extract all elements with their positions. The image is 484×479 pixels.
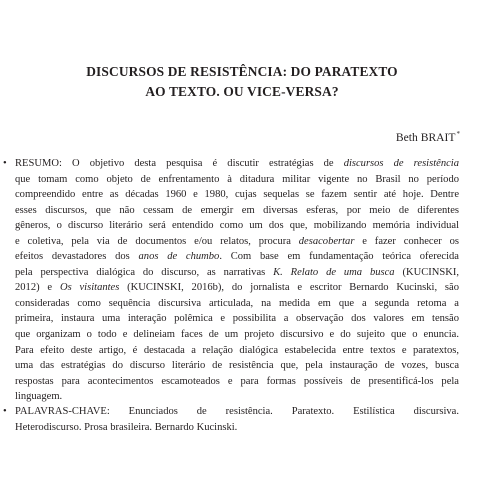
- author-footnote-mark: *: [456, 130, 460, 138]
- abstract-line: uma das estratégias do discurso literário de resistência que, pela instauração de vozes, busca: [15, 360, 459, 372]
- abstract-line: RESUMO: O objetivo desta pesquisa é discutir estratégias de discursos de resistência: [15, 158, 459, 169]
- abstract-line: gêneros, o discurso literário será entendido como um dos que, mobilizando memória individual: [15, 220, 459, 232]
- keywords-line: PALAVRAS-CHAVE: Enunciados de resistência. Paratexto. Estilística discursiva.: [15, 406, 459, 417]
- italic-term: Os visitantes: [59, 282, 120, 294]
- abstract-line: e coletiva, pela via de documentos e/ou relatos, procura desacobertar e fazer conhecer os: [15, 235, 459, 247]
- italic-term: discursos de resistência: [343, 158, 459, 169]
- abstract-line: respostas para acontecimentos escamoteados e para formas possíveis de presentificá-los pela: [15, 375, 459, 387]
- abstract-text: [15, 156, 459, 405]
- bullet-icon: •: [3, 158, 7, 169]
- abstract-line: efeitos devastadores dos anos de chumbo. Com base em fundamentação teórica oferecida: [15, 251, 459, 263]
- abstract-paragraph: [3, 156, 459, 405]
- abstract-line: primeira, instaura uma interação polêmica e possibilita a observação dos valores em tensão: [15, 313, 459, 325]
- abstract-line: 2012) e Os visitantes (KUCINSKI, 2016b), do jornalista e escritor Bernardo Kucinski, são: [15, 282, 459, 294]
- title-line-2: AO TEXTO. OU VICE-VERSA?: [145, 84, 339, 99]
- keywords-text: [15, 404, 459, 435]
- keywords-line: Heterodiscurso. Prosa brasileira. Bernardo Kucinski.: [15, 421, 238, 433]
- italic-term: desacobertar: [298, 235, 355, 247]
- abstract-line: Para efeito deste artigo, é destacada a relação dialógica estabelecida entre textos e paratextos,: [15, 344, 459, 356]
- abstract-line: que organizam o todo e delineiam faces de um projeto discursivo e do sujeito que o enuncia.: [15, 329, 459, 341]
- abstract-line: compreendido entre as décadas 1960 e 1980, cujas sequelas se fazem sentir até hoje. Dentre: [15, 189, 459, 201]
- abstract-line: linguagem.: [15, 391, 63, 403]
- abstract-line: esses discursos, que não cessam de emergir em diversas esferas, por meio de diferentes: [15, 204, 459, 216]
- author-name-text: Beth BRAIT: [395, 131, 456, 144]
- abstract-line: que tomam como objeto de enfrentamento à ditadura militar vigente no Brasil no período: [15, 173, 459, 185]
- article-title: [0, 62, 484, 102]
- keywords-paragraph: [3, 404, 459, 435]
- bullet-icon: •: [3, 406, 7, 417]
- author-name: [396, 130, 460, 144]
- italic-term: K. Relato de uma busca: [273, 266, 395, 278]
- abstract-line: pela perspectiva dialógica do discurso, as narrativas K. Relato de uma busca (KUCINSKI,: [15, 266, 459, 278]
- italic-term: anos de chumbo: [138, 251, 220, 263]
- abstract-line: consideradas como sequência discursiva articulada, na medida em que a segunda retoma a: [15, 297, 459, 309]
- title-line-1: DISCURSOS DE RESISTÊNCIA: DO PARATEXTO: [86, 64, 398, 79]
